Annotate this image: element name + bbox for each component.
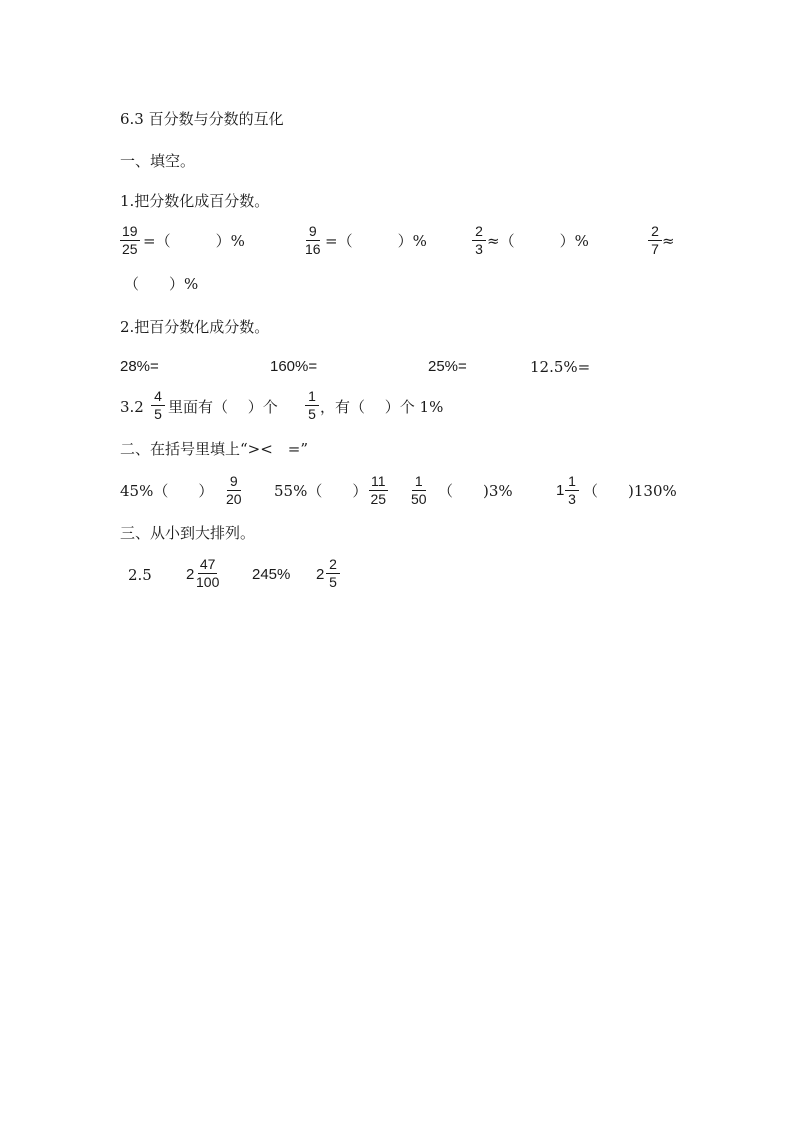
section-3-heading: 三、从小到大排列。: [120, 524, 256, 542]
s2-item-1-left: 45%（ ）: [120, 482, 214, 500]
fraction-9-20: [226, 474, 242, 507]
numerator: 19: [122, 223, 138, 239]
denominator: 25: [122, 241, 138, 257]
s3-item-2-whole: 2: [186, 566, 195, 583]
s2-item-4-right: （ )130%: [583, 482, 677, 500]
q2-item-25: 25%=: [428, 358, 467, 375]
numerator: 47: [199, 556, 216, 572]
q3-prefix: 3.2: [120, 398, 144, 416]
q3-tail-text: ，有（ ）个 1%: [320, 398, 444, 416]
fraction-1-50: [411, 474, 427, 507]
numerator: 11: [371, 473, 386, 489]
fraction-47-100: [196, 557, 219, 590]
numerator: 2: [326, 557, 340, 574]
s2-item-4-whole: 1: [556, 482, 565, 499]
denominator: 7: [651, 241, 659, 257]
numerator: 9: [306, 224, 320, 241]
numerator: 1: [565, 474, 579, 491]
fraction-1-5: [305, 389, 319, 422]
s3-item-2-5: 2.5: [128, 566, 152, 584]
denominator: 5: [154, 406, 162, 422]
denominator: 5: [308, 406, 316, 422]
q3-middle-text: 里面有（ ）个: [168, 398, 278, 416]
denominator: 3: [568, 491, 576, 507]
denominator: 16: [305, 241, 321, 257]
s3-item-4-whole: 2: [316, 566, 325, 583]
page-title: 6.3 百分数与分数的互化: [120, 110, 284, 128]
denominator: 3: [475, 241, 483, 257]
fraction-2-7: [648, 224, 662, 257]
fraction-2-5: [326, 557, 340, 590]
s3-item-245: 245%: [252, 566, 291, 583]
denominator: 50: [411, 491, 427, 507]
numerator: 2: [648, 224, 662, 241]
denominator: 20: [226, 491, 242, 507]
denominator: 100: [196, 574, 220, 590]
q1-approx-sign: ≈: [662, 232, 675, 250]
q1-blank-3: ≈（ ）%: [487, 232, 589, 250]
question-2-label: 2.把百分数化成分数。: [120, 318, 270, 336]
numerator: 1: [412, 474, 426, 491]
q2-item-12-5: 12.5%=: [530, 358, 591, 376]
section-2-heading: 二、在括号里填上“>< =”: [120, 440, 309, 458]
fraction-2-3: [472, 224, 486, 257]
section-1-heading: 一、填空。: [120, 152, 196, 170]
numerator: 9: [227, 474, 241, 491]
denominator: 25: [370, 491, 387, 507]
q1-blank-4: （ ）%: [124, 275, 199, 293]
s2-item-2-left: 55%（ ）: [274, 482, 368, 500]
numerator: 1: [305, 389, 319, 406]
s2-item-3-right: （ )3%: [438, 482, 513, 500]
q2-item-28: 28%=: [120, 358, 159, 375]
numerator: 4: [151, 389, 165, 406]
q1-blank-1: =（ ）%: [143, 232, 245, 250]
mixed-fraction-4-5: [151, 389, 165, 422]
q2-item-160: 160%=: [270, 358, 318, 375]
denominator: 5: [329, 574, 337, 590]
fraction-19-25: [120, 224, 140, 257]
fraction-11-25: [369, 474, 388, 507]
fraction-9-16: [305, 224, 321, 257]
numerator: 2: [472, 224, 486, 241]
q1-blank-2: =（ ）%: [325, 232, 427, 250]
fraction-1-3: [565, 474, 579, 507]
question-1-label: 1.把分数化成百分数。: [120, 192, 270, 210]
